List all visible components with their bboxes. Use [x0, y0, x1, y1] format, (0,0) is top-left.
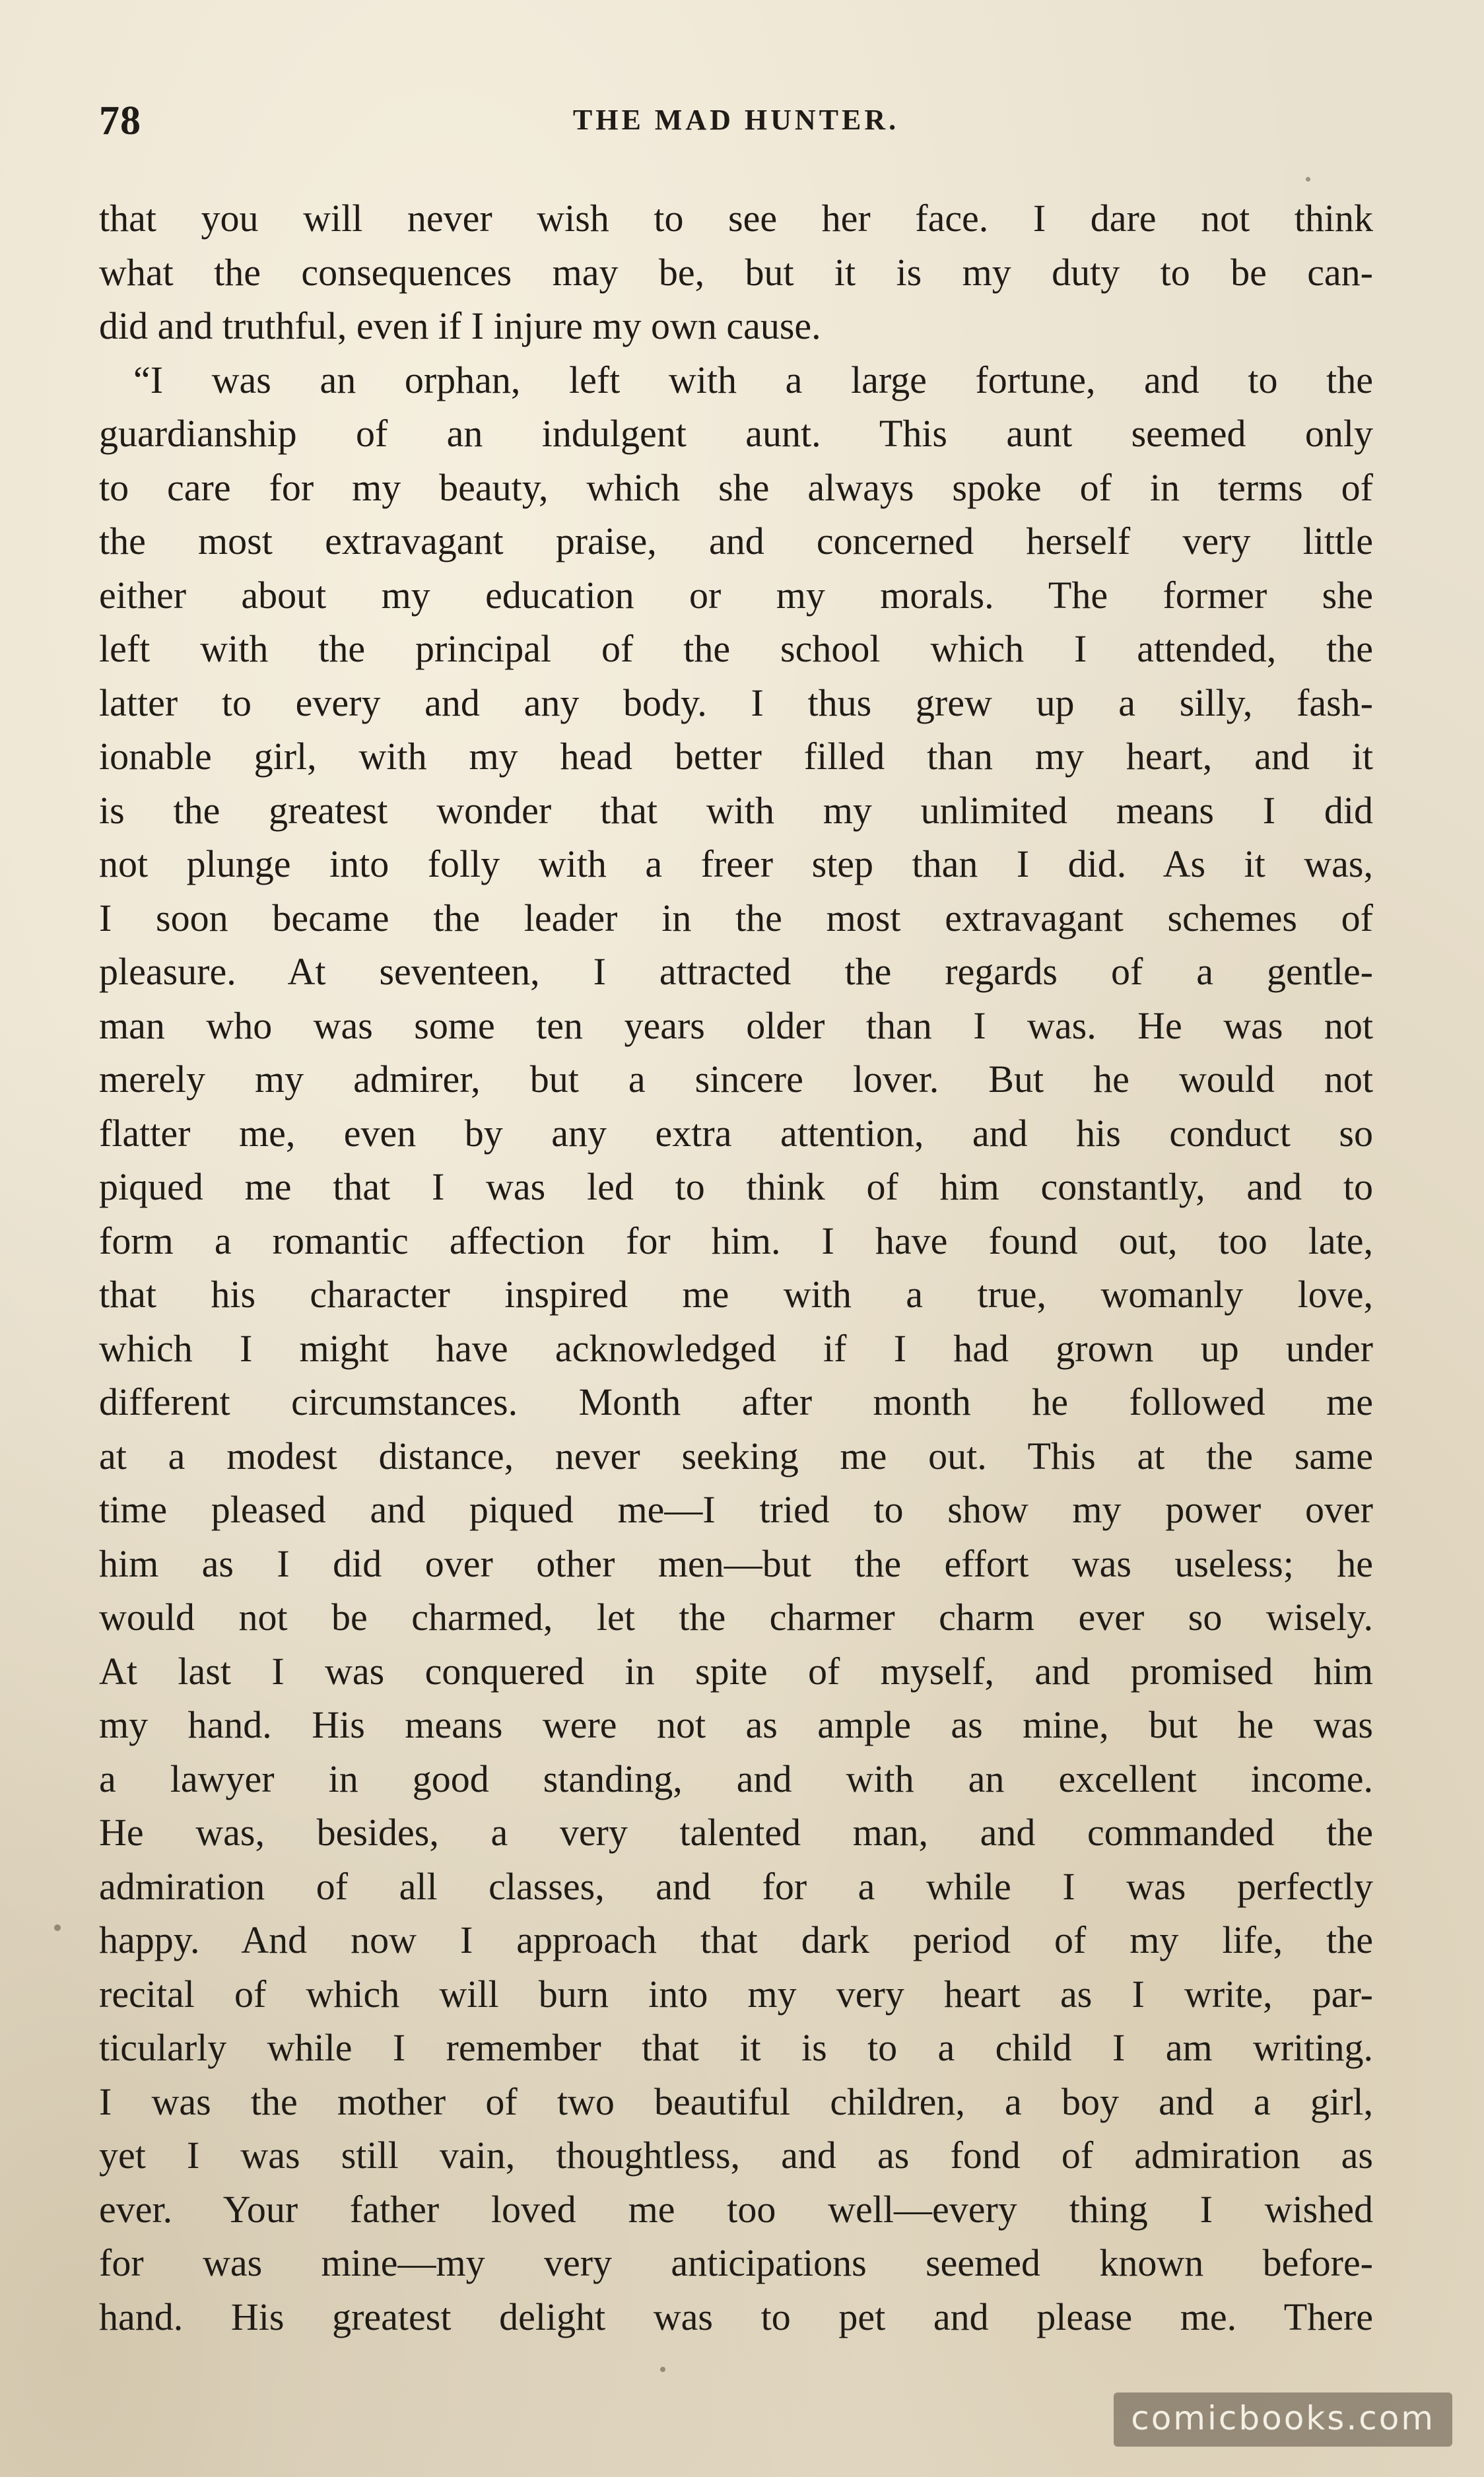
text-line: yet I was still vain, thoughtless, and as fond of admiration as — [99, 2134, 1373, 2177]
text-line: guardianship of an indulgent aunt. This aunt seemed only — [99, 412, 1373, 455]
text-line: him as I did over other men—but the effort was useless; he — [99, 1542, 1373, 1585]
text-line: hand. His greatest delight was to pet and please me. There — [99, 2295, 1373, 2338]
page-number: 78 — [99, 98, 141, 143]
body-text — [99, 191, 1373, 2344]
text-line: happy. And now I approach that dark period of my life, the — [99, 1918, 1373, 1961]
text-line: did and truthful, even if I injure my own cause. — [99, 304, 821, 347]
text-line: ever. Your father loved me too well—every thing I wished — [99, 2187, 1373, 2231]
text-line: I was the mother of two beautiful children, a boy and a girl, — [99, 2080, 1373, 2123]
text-line: the most extravagant praise, and concerned herself very little — [99, 520, 1373, 562]
text-line: is the greatest wonder that with my unlimited means I did — [99, 788, 1373, 832]
text-line: admiration of all classes, and for a while I was perfectly — [99, 1864, 1373, 1908]
text-line: merely my admirer, but a sincere lover. But he would not — [99, 1058, 1373, 1101]
paper-speck — [660, 2367, 665, 2372]
text-line: to care for my beauty, which she always spoke of in terms of — [99, 465, 1373, 509]
site-watermark: comicbooks.com — [1114, 2392, 1452, 2447]
text-line: “I was an orphan, left with a large fortune, and to the — [133, 358, 1373, 401]
text-line: piqued me that I was led to think of him constantly, and to — [99, 1165, 1373, 1208]
text-line: either about my education or my morals. The former she — [99, 573, 1373, 617]
text-line: my hand. His means were not as ample as mine, but he was — [99, 1703, 1373, 1746]
paper-speck — [1306, 177, 1310, 182]
text-line: at a modest distance, never seeking me out. This at the same — [99, 1434, 1373, 1477]
text-line: which I might have acknowledged if I had grown up under — [99, 1326, 1373, 1370]
paper-speck — [54, 1924, 61, 1931]
text-line: latter to every and any body. I thus grew up a silly, fash- — [99, 681, 1373, 724]
text-line: At last I was conquered in spite of myself, and promised him — [99, 1649, 1373, 1693]
text-line: I soon became the leader in the most extravagant schemes of — [99, 896, 1373, 939]
text-line: recital of which will burn into my very heart as I write, par- — [99, 1972, 1373, 2016]
text-line: time pleased and piqued me—I tried to show my power over — [99, 1488, 1373, 1531]
text-line: would not be charmed, let the charmer charm ever so wisely. — [99, 1596, 1373, 1639]
text-line: ionable girl, with my head better filled than my heart, and it — [99, 735, 1373, 778]
text-line: left with the principal of the school which I attended, the — [99, 627, 1373, 670]
text-line: for was mine—my very anticipations seemed known before- — [99, 2241, 1373, 2284]
text-line: pleasure. At seventeen, I attracted the regards of a gentle- — [99, 950, 1373, 993]
text-line: different circumstances. Month after month he followed me — [99, 1380, 1373, 1423]
page-header — [99, 98, 1373, 151]
text-line: not plunge into folly with a freer step than I did. As it was, — [99, 842, 1373, 885]
text-line: form a romantic affection for him. I have found out, too late, — [99, 1219, 1373, 1262]
text-line: He was, besides, a very talented man, and commanded the — [99, 1811, 1373, 1854]
running-title: THE MAD HUNTER. — [572, 104, 900, 136]
text-line: man who was some ten years older than I was. He was not — [99, 1003, 1373, 1047]
text-line: a lawyer in good standing, and with an excellent income. — [99, 1757, 1373, 1800]
text-line: that you will never wish to see her face. I dare not think — [99, 197, 1373, 240]
text-line: flatter me, even by any extra attention, and his conduct so — [99, 1111, 1373, 1155]
text-line: that his character inspired me with a true, womanly love, — [99, 1273, 1373, 1316]
text-line: what the consequences may be, but it is my duty to be can- — [99, 250, 1373, 294]
text-line: ticularly while I remember that it is to a child I am writing. — [99, 2026, 1373, 2069]
